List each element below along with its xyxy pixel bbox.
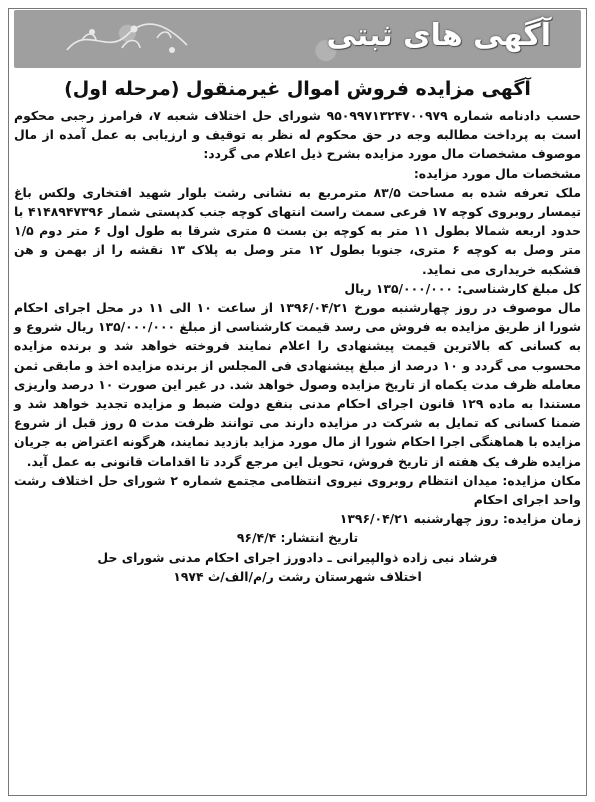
floral-ornament-icon (62, 20, 192, 58)
appraisal-line: کل مبلغ کارشناسی: ۱۳۵/۰۰۰/۰۰۰ ریال (344, 280, 581, 296)
auction-time: زمان مزایده: روز چهارشنبه ۱۳۹۶/۰۴/۲۱ (339, 511, 581, 527)
banner-title: آگهی های ثبتی (326, 18, 551, 53)
auction-place: مکان مزایده: میدان انتظام روبروی نیروی انتظامی مجتمع شماره ۲ شورای حل اختلاف رشت واحد اجرای احکام (14, 472, 582, 508)
specs-heading: مشخصات مال مورد مزایده: (413, 165, 581, 181)
notice-body (14, 106, 581, 586)
publish-date: تاریخ انتشار: ۹۶/۴/۴ (236, 530, 359, 546)
auction-paragraph: مال موصوف در روز چهارشنبه مورخ ۱۳۹۶/۰۴/۲۱ از ساعت ۱۰ الی ۱۱ در محل اجرای احکام شورا از طریق مزایده به فروش می رسد قیمت کارشناسی از مبلغ ۱۳۵/۰۰۰/۰۰۰ ریال شروع و به کسانی که بالاترین قیمت پیشنهادی را اعلام نمایند فروخته خواهد شد و برنده مزایده محسوب می گردد و ۱۰ درصد از مبلغ پیشنهادی فی المجلس از برنده مزایده اخذ و مابقی ثمن معامله ظرف مدت یکماه از تاریخ مزایده وصول خواهد شد. در غیر این صورت ۱۰ درصد واریزی مستندا به ماده ۱۲۹ قانون اجرای احکام مدنی بنفع دولت ضبط و مزایده تجدید خواهد شد و ضمنا کسانی که تمایل به شرکت در مزایده دارند می توانند ظرفت مدت ۵ روز قبل از شروع مزایده با هماهنگی اجرا احکام شورا از مال مورد مزاید بازدید نمایند، هرگونه اعتراض به جریان مزایده ظرف یک هفته از تاریخ فروش، تحویل این مرجع گردد تا اقدامات قانونی به عمل آید. (14, 300, 581, 469)
signature-line-2: اختلاف شهرستان رشت ر/م/الف/ث ۱۹۷۴ (173, 568, 422, 584)
signature-line-1: فرشاد نبی زاده ذوالپیرانی ـ دادورز اجرای احکام مدنی شورای حل (97, 549, 498, 565)
property-paragraph: ملک تعرفه شده به مساحت ۸۳/۵ مترمربع به نشانی رشت بلوار شهید افتخاری ولکس باغ تیمسار روبروی کوچه ۱۷ فرعی سمت راست انتهای کوچه جنب کدپستی شمار ۴۱۴۸۹۴۷۳۹۶ با حدود اربعه شمالا بطول ۱۱ متر به کوچه بن بست ۵ متری شرقا به طول اول ۶ متر دوم ۱/۵ متر وصل به کوچه ۶ متری، جنوبا بطول ۱۲ متر وصل به پلاک ۱۳ نقشه را از بهمن و هن فشکبه خریداری می نماید. (14, 184, 582, 277)
header-banner (14, 10, 581, 68)
notice-title: آگهی مزایده فروش اموال غیرمنقول (مرحله اول) (64, 78, 531, 100)
intro-paragraph: حسب دادنامه شماره ۹۵۰۹۹۷۱۳۲۴۷۰۰۹۷۹ شورای حل اختلاف شعبه ۷، فرامرز رجبی محکوم است به پرداخت مطالبه وجه در حق محکوم له نظر به توقیف و ارزیابی به عمل آمده از مال موصوف مشخصات مال مورد مزایده بشرح ذیل اعلام می گردد: (14, 108, 581, 162)
